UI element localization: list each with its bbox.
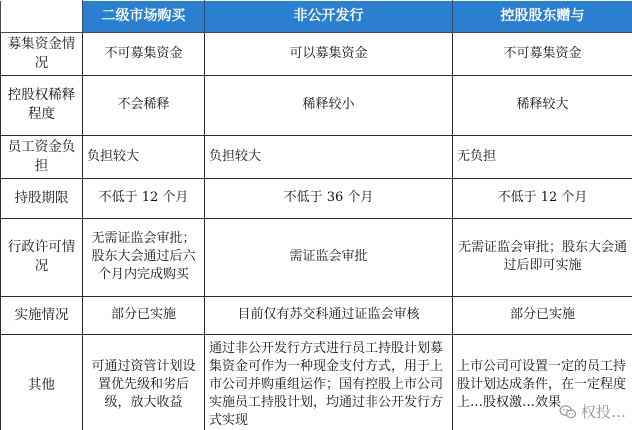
header-corner xyxy=(1,1,83,33)
table-cell: 稀释较大 xyxy=(453,75,632,135)
row-label: 其他 xyxy=(1,334,83,430)
table-cell: 负担较大 xyxy=(205,135,453,178)
row-label: 持股期限 xyxy=(1,178,83,218)
table-cell: 无需证监会审批；股东大会通过后即可实施 xyxy=(453,218,632,296)
table-row xyxy=(1,33,632,76)
table-row xyxy=(1,218,632,296)
row-label: 募集资金情况 xyxy=(1,33,83,76)
table-cell: 负担较大 xyxy=(83,135,205,178)
table-row xyxy=(1,178,632,218)
table-cell: 不可募集资金 xyxy=(453,33,632,76)
table-row xyxy=(1,135,632,178)
table-cell: 部分已实施 xyxy=(83,296,205,334)
header-private-placement: 非公开发行 xyxy=(205,1,453,33)
watermark-text: 权投… xyxy=(580,403,626,421)
table-cell: 可通过资管计划设置优先级和劣后级，放大收益 xyxy=(83,334,205,430)
header-shareholder-gift: 控股股东赠与 xyxy=(453,1,632,33)
table-row xyxy=(1,334,632,430)
table-cell: 不低于 12 个月 xyxy=(83,178,205,218)
table-cell: 无负担 xyxy=(453,135,632,178)
table-cell: 不低于 36 个月 xyxy=(205,178,453,218)
header-row xyxy=(1,1,632,33)
table-row xyxy=(1,75,632,135)
header-secondary-market: 二级市场购买 xyxy=(83,1,205,33)
table-row xyxy=(1,296,632,334)
table-cell: 部分已实施 xyxy=(453,296,632,334)
row-label: 控股权稀释程度 xyxy=(1,75,83,135)
table-cell: 稀释较小 xyxy=(205,75,453,135)
table-cell: 目前仅有苏交科通过证监会审核 xyxy=(205,296,453,334)
table-cell: 不会稀释 xyxy=(83,75,205,135)
table-cell: 可以募集资金 xyxy=(205,33,453,76)
row-label: 实施情况 xyxy=(1,296,83,334)
table-cell: 无需证监会审批；股东大会通过后六个月内完成购买 xyxy=(83,218,205,296)
table-cell: 不可募集资金 xyxy=(83,33,205,76)
row-label: 行政许可情况 xyxy=(1,218,83,296)
row-label: 员工资金负担 xyxy=(1,135,83,178)
table-cell: 不低于 12 个月 xyxy=(453,178,632,218)
table-cell: 需证监会审批 xyxy=(205,218,453,296)
table-cell: 上市公司可设置一定的员工持股计划达成条件，在一定程度上…股权激…效果 xyxy=(453,334,632,430)
table-cell: 通过非公开发行方式进行员工持股计划募集资金可作为一种现金支付方式，用于上市公司并购重组运作；国有控股上市公司实施员工持股计划，均通过非公开发行方式实现 xyxy=(205,334,453,430)
